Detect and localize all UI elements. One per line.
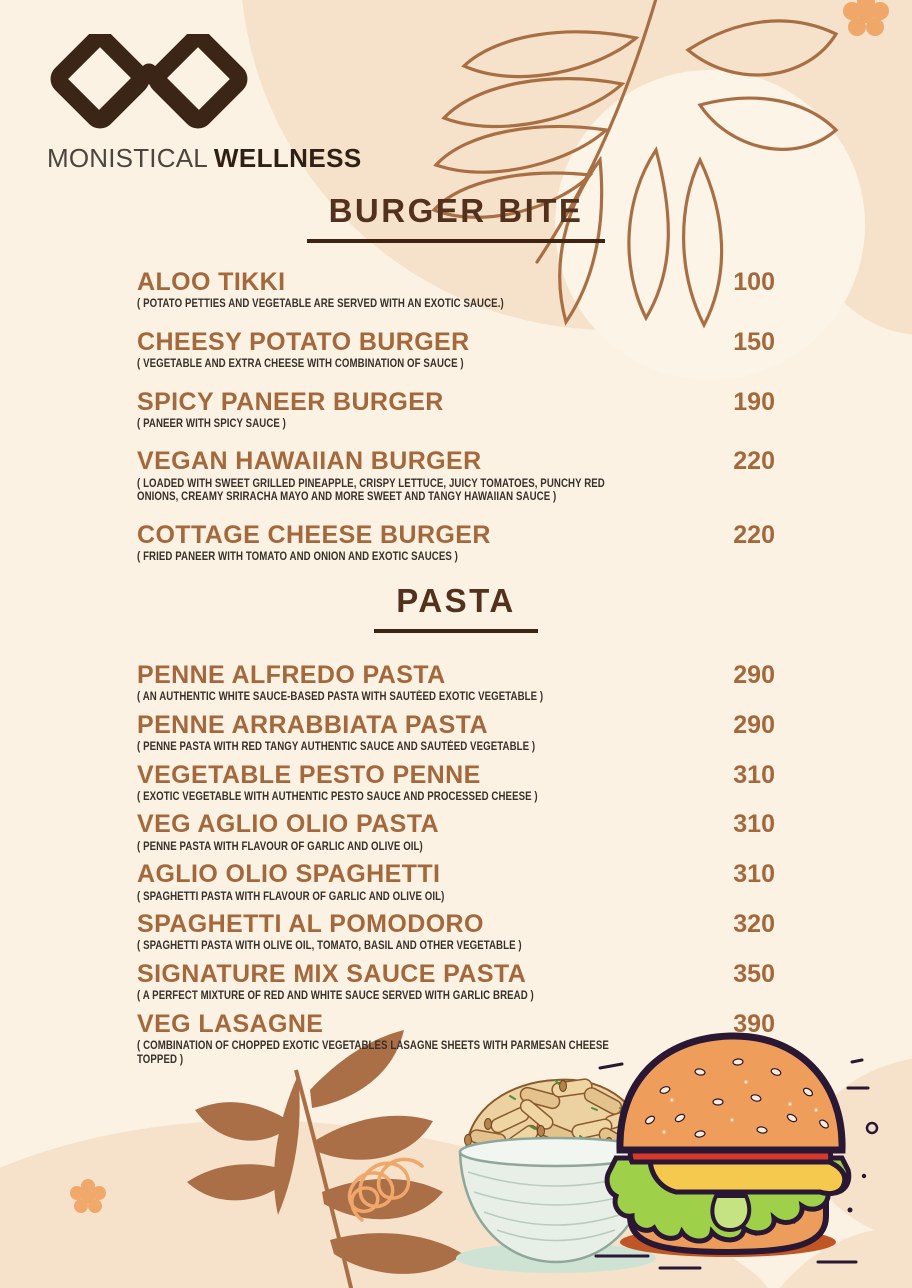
item-name: CHEESY POTATO BURGER	[137, 327, 470, 356]
menu-item-row	[137, 911, 775, 954]
item-name: PENNE ARRABBIATA PASTA	[137, 710, 488, 739]
item-description: ( AN AUTHENTIC WHITE SAUCE-BASED PASTA WITH SAUTÉED EXOTIC VEGETABLE )	[137, 691, 544, 704]
item-price: 100	[733, 268, 775, 296]
item-description: ( EXOTIC VEGETABLE WITH AUTHENTIC PESTO SAUCE AND PROCESSED CHEESE )	[137, 790, 538, 803]
brand-name-light: MONISTICAL	[47, 143, 208, 173]
item-price: 150	[733, 327, 775, 356]
menu-item-row	[137, 861, 775, 904]
item-description: ( COMBINATION OF CHOPPED EXOTIC VEGETABLES LASAGNE SHEETS WITH PARMESAN CHEESE TOPPED )	[137, 1039, 609, 1066]
item-name: VEGETABLE PESTO PENNE	[137, 760, 481, 789]
menu-item-row	[137, 662, 775, 705]
item-description: ( SPAGHETTI PASTA WITH OLIVE OIL, TOMATO, BASIL AND OTHER VEGETABLE )	[137, 940, 522, 953]
item-price: 310	[733, 810, 775, 839]
pasta-item-list	[137, 662, 775, 1074]
item-name: SPAGHETTI AL POMODORO	[137, 910, 484, 939]
item-price: 350	[733, 959, 775, 988]
item-price: 290	[733, 661, 775, 689]
item-price: 220	[733, 447, 775, 476]
item-price: 390	[733, 1009, 775, 1038]
item-description: ( POTATO PETTIES AND VEGETABLE ARE SERVED WITH AN EXOTIC SAUCE.)	[137, 298, 504, 311]
item-description: ( PENNE PASTA WITH FLAVOUR OF GARLIC AND OLIVE OIL)	[137, 840, 423, 853]
menu-item-row	[137, 329, 775, 372]
item-price: 190	[733, 387, 775, 416]
menu-item-row	[137, 389, 775, 432]
item-description: ( FRIED PANEER WITH TOMATO AND ONION AND EXOTIC SAUCES )	[137, 551, 458, 564]
burger-item-list	[137, 269, 775, 582]
menu-item-row	[137, 712, 775, 755]
item-description: ( PANEER WITH SPICY SAUCE )	[137, 417, 286, 430]
brand-name-bold: WELLNESS	[213, 143, 362, 173]
item-name: VEG AGLIO OLIO PASTA	[137, 810, 439, 839]
item-name: SPICY PANEER BURGER	[137, 387, 444, 416]
item-price: 220	[733, 520, 775, 549]
section-title: BURGER BITE	[307, 192, 606, 243]
section-heading-burger	[137, 192, 775, 243]
brand-logo	[47, 34, 362, 174]
item-name: SIGNATURE MIX SAUCE PASTA	[137, 959, 527, 988]
item-description: ( SPAGHETTI PASTA WITH FLAVOUR OF GARLIC AND OLIVE OIL)	[137, 890, 445, 903]
menu-item-row	[137, 1011, 775, 1067]
item-name: PENNE ALFREDO PASTA	[137, 661, 446, 689]
section-heading-pasta	[137, 582, 775, 633]
section-title: PASTA	[374, 582, 537, 633]
item-description: ( VEGETABLE AND EXTRA CHEESE WITH COMBINATION OF SAUCE )	[137, 358, 464, 371]
item-description: ( A PERFECT MIXTURE OF RED AND WHITE SAUCE SERVED WITH GARLIC BREAD )	[137, 990, 534, 1003]
menu-item-row	[137, 522, 775, 565]
item-price: 310	[733, 860, 775, 889]
item-price: 310	[733, 760, 775, 789]
item-name: VEG LASAGNE	[137, 1009, 324, 1038]
item-name: VEGAN HAWAIIAN BURGER	[137, 447, 482, 476]
brand-name	[47, 143, 362, 174]
menu-item-row	[137, 269, 775, 312]
menu-item-row	[137, 448, 775, 504]
mw-monogram-icon	[47, 34, 252, 130]
item-price: 320	[733, 910, 775, 939]
menu-item-row	[137, 811, 775, 854]
item-name: ALOO TIKKI	[137, 268, 286, 296]
menu-item-row	[137, 961, 775, 1004]
menu-item-row	[137, 762, 775, 805]
item-description: ( PENNE PASTA WITH RED TANGY AUTHENTIC SAUCE AND SAUTÉED VEGETABLE )	[137, 741, 536, 754]
item-price: 290	[733, 710, 775, 739]
item-name: AGLIO OLIO SPAGHETTI	[137, 860, 441, 889]
item-description: ( LOADED WITH SWEET GRILLED PINEAPPLE, CRISPY LETTUCE, JUICY TOMATOES, PUNCHY RED ONIONS, CREAMY SRIRACHA MAYO AND MORE SWEET AND TANGY HAWAIIAN SAUCE )	[137, 477, 605, 504]
item-name: COTTAGE CHEESE BURGER	[137, 520, 491, 549]
